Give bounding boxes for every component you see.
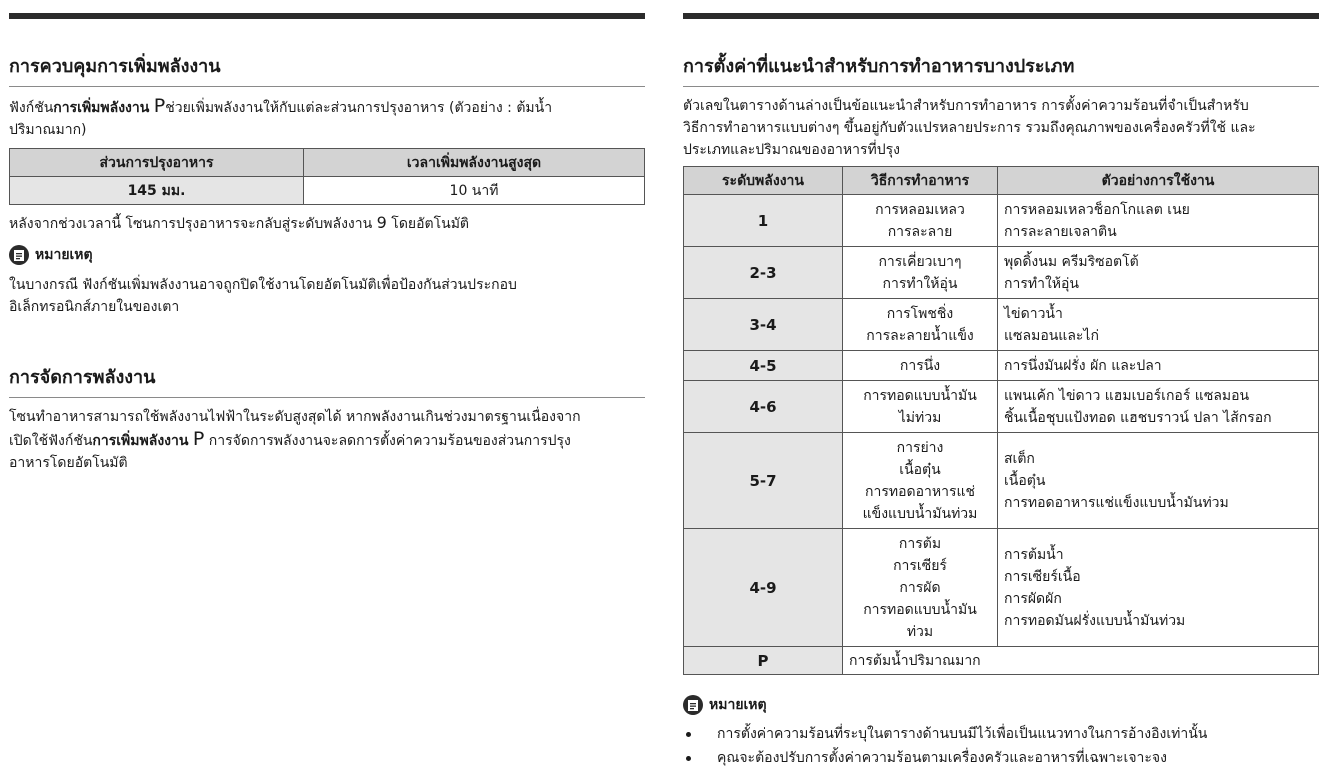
cooking-method-line: การละลาย (887, 223, 953, 240)
table-row (684, 299, 1319, 351)
boost-section-title: การควบคุมการเพิ่มพลังงาน (9, 51, 645, 87)
list-item: คุณจะต้องปรับการตั้งค่าความร้อนตามเครื่องครัวและอาหารที่เฉพาะเจาะจง (683, 746, 1319, 770)
usage-example-line: แซลมอนและไก่ (1004, 327, 1099, 344)
usage-example-line: การนึ่งมันฝรั่ง ผัก และปลา (1004, 357, 1162, 374)
cooking-method-line: การทอดอาหารแช่ (865, 483, 975, 500)
power-level: 2-3 (684, 247, 843, 299)
level-9-symbol: 9 (376, 213, 387, 232)
table-row (684, 647, 1319, 675)
usage-example: การต้มน้ำปริมาณมาก (843, 647, 1319, 675)
usage-example-line: การหลอมเหลวช็อกโกแลต เนย (1004, 201, 1190, 218)
cooking-method (843, 381, 998, 433)
usage-example-line: ไข่ดาวน้ำ (1004, 305, 1063, 322)
recommended-note-heading: หมายเหตุ (683, 694, 1319, 716)
boost-zone-size: 145 มม. (10, 177, 304, 205)
table-row (684, 195, 1319, 247)
boost-function-name: การเพิ่มพลังงาน (53, 100, 150, 116)
usage-example-line: การทอดอาหารแช่แข็งแบบน้ำมันท่วม (1004, 494, 1229, 511)
cooking-method-line: การเซียร์ (893, 557, 947, 574)
cooking-method (843, 529, 998, 647)
cooking-method-line: การต้ม (898, 535, 942, 552)
usage-example (998, 433, 1319, 529)
table-header: ระดับพลังงาน (684, 167, 843, 195)
recommended-notes-list (683, 722, 1319, 770)
recommended-settings-title: การตั้งค่าที่แนะนำสำหรับการทำอาหารบางประเภท (683, 51, 1319, 87)
usage-example-line: การทำให้อุ่น (1004, 275, 1079, 292)
cooking-method-line: การทำให้อุ่น (882, 275, 958, 292)
boost-p-symbol: P (153, 95, 166, 117)
cooking-method-line: การย่าง (896, 439, 944, 456)
cooking-method (843, 351, 998, 381)
table-header: ตัวอย่างการใช้งาน (998, 167, 1319, 195)
list-item: การตั้งค่าความร้อนที่ระบุในตารางด้านบนมีไว้เพื่อเป็นแนวทางในการอ้างอิงเท่านั้น (683, 722, 1319, 746)
boost-table-header: ส่วนการปรุงอาหาร (10, 149, 304, 177)
usage-example-line: การทอดมันฝรั่งแบบน้ำมันท่วม (1004, 612, 1186, 629)
right-column (683, 0, 1319, 770)
boost-time-table (9, 148, 645, 205)
usage-example (998, 351, 1319, 381)
cooking-method (843, 195, 998, 247)
power-level: 4-5 (684, 351, 843, 381)
cooking-method-line: การนึ่ง (899, 357, 941, 374)
cooking-method-line: ไม่ท่วม (898, 409, 942, 426)
table-row (684, 247, 1319, 299)
note-icon (683, 695, 703, 715)
power-level: 4-9 (684, 529, 843, 647)
boost-intro: ฟังก์ชันการเพิ่มพลังงาน Pช่วยเพิ่มพลังงานให้กับแต่ละส่วนการปรุงอาหาร (ตัวอย่าง : ต้มน้ำ ปริมาณมาก) (9, 95, 553, 138)
cooking-method (843, 247, 998, 299)
usage-example-line: การเซียร์เนื้อ (1004, 568, 1081, 585)
usage-example-line: การละลายเจลาติน (1004, 223, 1117, 240)
boost-table-header: เวลาเพิ่มพลังงานสูงสุด (304, 149, 645, 177)
power-level: P (684, 647, 843, 675)
power-level: 4-6 (684, 381, 843, 433)
cooking-method-line: การละลายน้ำแข็ง (866, 327, 974, 344)
table-row (684, 529, 1319, 647)
boost-function-name: การเพิ่มพลังงาน (92, 433, 189, 449)
usage-example (998, 195, 1319, 247)
note-icon (9, 245, 29, 265)
cooking-method-line: การโพชชิ่ง (886, 305, 954, 322)
management-text: โซนทำอาหารสามารถใช้พลังงานไฟฟ้าในระดับสูงสุดได้ หากพลังงานเกินช่วงมาตรฐานเนื่องจาก เปิดใช้ฟังก์ชันการเพิ่มพลังงาน P การจัดการพลังงานจะลดการตั้งค่าความร้อนของส่วนการปรุง อาหารโดยอัตโนมัติ (9, 409, 581, 471)
cooking-method-line: การทอดแบบน้ำมัน (863, 387, 977, 404)
boost-p-symbol: P (192, 428, 205, 450)
boost-after-text: หลังจากช่วงเวลานี้ โซนการปรุงอาหารจะกลับสู่ระดับพลังงาน 9 โดยอัตโนมัติ (9, 213, 470, 232)
table-row (684, 351, 1319, 381)
cooking-method-line: เนื้อตุ๋น (899, 461, 941, 478)
usage-example (998, 529, 1319, 647)
table-row (684, 381, 1319, 433)
usage-example-line: สเต็ก (1004, 450, 1035, 467)
management-section-title: การจัดการพลังงาน (9, 362, 645, 398)
cooking-method-line: ท่วม (906, 623, 934, 640)
power-level: 1 (684, 195, 843, 247)
usage-example (998, 299, 1319, 351)
usage-example-line: การต้มน้ำ (1004, 546, 1064, 563)
table-header: วิธีการทำอาหาร (843, 167, 998, 195)
power-level: 5-7 (684, 433, 843, 529)
cooking-method-line: การทอดแบบน้ำมัน (863, 601, 977, 618)
top-rule (9, 13, 645, 19)
boost-max-time: 10 นาที (304, 177, 645, 205)
cooking-settings-table (683, 166, 1319, 675)
table-row (10, 177, 645, 205)
table-row (684, 433, 1319, 529)
usage-example-line: เนื้อตุ๋น (1004, 472, 1046, 489)
cooking-method-line: การเคี่ยวเบาๆ (878, 253, 962, 270)
cooking-method-line: แข็งแบบน้ำมันท่วม (862, 505, 978, 522)
usage-example-line: การผัดผัก (1004, 590, 1062, 607)
boost-note-text: ในบางกรณี ฟังก์ชันเพิ่มพลังงานอาจถูกปิดใช้งานโดยอัตโนมัติเพื่อป้องกันส่วนประกอบ อิเล็กทรอนิกส์ภายในของเตา (9, 277, 517, 315)
power-level: 3-4 (684, 299, 843, 351)
usage-example (998, 247, 1319, 299)
usage-example-line: ชิ้นเนื้อชุบแป้งทอด แฮชบราวน์ ปลา ไส้กรอก (1004, 409, 1272, 426)
left-column (9, 0, 645, 474)
usage-example (998, 381, 1319, 433)
cooking-method-line: การหลอมเหลว (875, 201, 965, 218)
boost-note-heading: หมายเหตุ (9, 244, 645, 266)
cooking-method-line: การผัด (899, 579, 941, 596)
usage-example-line: แพนเค้ก ไข่ดาว แฮมเบอร์เกอร์ แซลมอน (1004, 387, 1250, 404)
usage-example-line: พุดดิ้งนม ครีมริซอตโต้ (1004, 253, 1139, 270)
recommended-intro: ตัวเลขในตารางด้านล่างเป็นข้อแนะนำสำหรับการทำอาหาร การตั้งค่าความร้อนที่จำเป็นสำหรับ วิธีการทำอาหารแบบต่างๆ ขึ้นอยู่กับตัวแปรหลายประการ รวมถึงคุณภาพของเครื่องครัวที่ใช้ และ ประเภทและปริมาณของอาหารที่ปรุง (683, 98, 1256, 158)
cooking-method (843, 433, 998, 529)
cooking-method (843, 299, 998, 351)
top-rule (683, 13, 1319, 19)
